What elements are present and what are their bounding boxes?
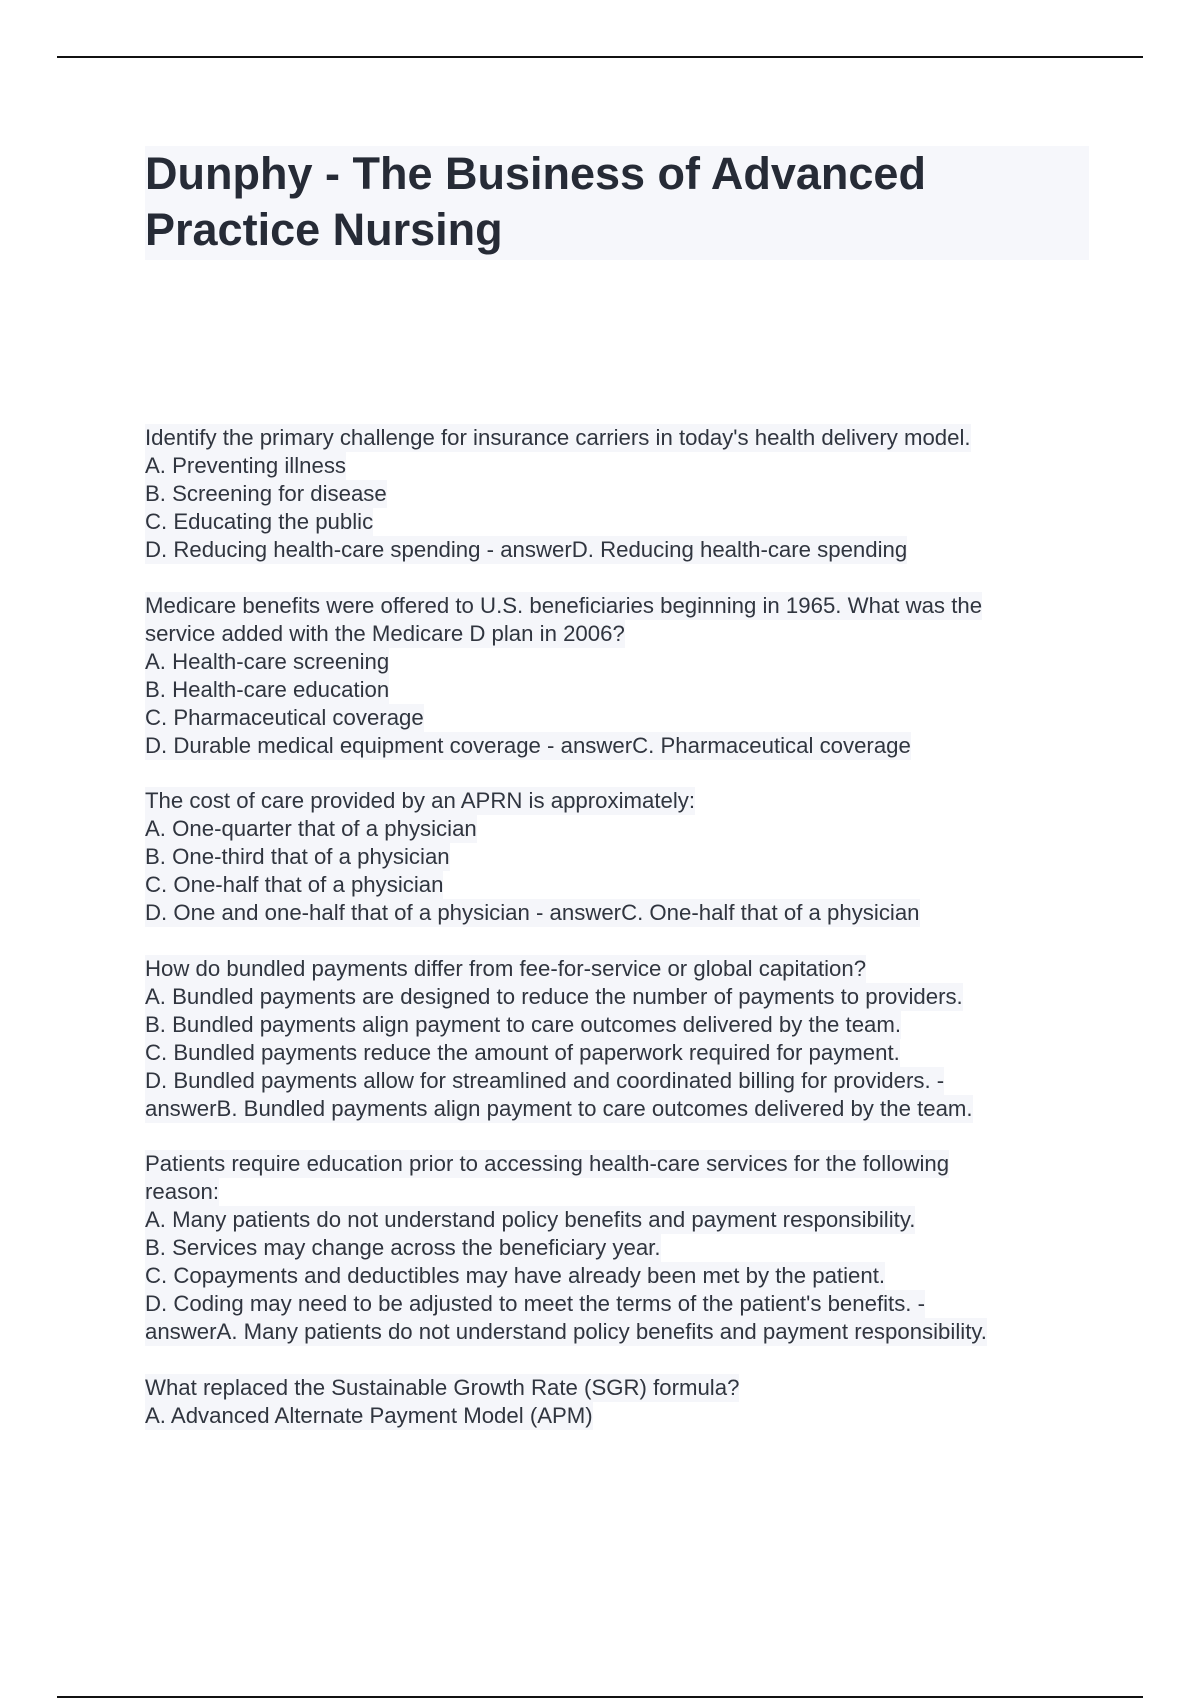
question-text: What replaced the Sustainable Growth Rate (SGR) formula? bbox=[145, 1374, 740, 1400]
question-text: How do bundled payments differ from fee-for-service or global capitation? bbox=[145, 955, 867, 981]
option-d: D. Coding may need to be adjusted to meet the terms of the patient's benefits. - bbox=[145, 1291, 926, 1316]
option-b: B. Health-care education bbox=[145, 676, 390, 702]
answer-text: answerA. Many patients do not understand policy benefits and payment responsibility. bbox=[145, 1319, 987, 1344]
option-b: B. Bundled payments align payment to care outcomes delivered by the team. bbox=[145, 1011, 902, 1037]
option-a: A. One-quarter that of a physician bbox=[145, 816, 477, 841]
question-text: The cost of care provided by an APRN is approximately: bbox=[145, 788, 696, 813]
option-d-answer: D. One and one-half that of a physician - answerC. One-half that of a physician bbox=[145, 900, 920, 925]
option-c: C. Pharmaceutical coverage bbox=[145, 704, 424, 730]
question-block-6 bbox=[145, 1374, 1085, 1430]
option-c: C. One-half that of a physician bbox=[145, 872, 444, 897]
bottom-rule bbox=[57, 1696, 1143, 1698]
question-block-3 bbox=[145, 787, 1085, 927]
question-block-4 bbox=[145, 955, 1085, 1123]
option-b: B. One-third that of a physician bbox=[145, 844, 450, 869]
question-block-1 bbox=[145, 424, 1085, 564]
question-text: Patients require education prior to accessing health-care services for the following bbox=[145, 1151, 950, 1176]
option-a: A. Advanced Alternate Payment Model (APM) bbox=[145, 1402, 593, 1428]
question-text: Identify the primary challenge for insurance carriers in today's health delivery model. bbox=[145, 425, 971, 450]
document-title-block bbox=[145, 146, 1089, 260]
question-list bbox=[145, 424, 1085, 1457]
question-block-5 bbox=[145, 1150, 1085, 1346]
document-title-line-2: Practice Nursing bbox=[145, 204, 503, 255]
top-rule bbox=[57, 56, 1143, 58]
option-a: A. Preventing illness bbox=[145, 453, 347, 478]
option-d-answer: D. Durable medical equipment coverage - answerC. Pharmaceutical coverage bbox=[145, 732, 911, 758]
option-b: B. Services may change across the beneficiary year. bbox=[145, 1235, 661, 1260]
option-a: A. Many patients do not understand policy benefits and payment responsibility. bbox=[145, 1207, 916, 1232]
option-d-answer: D. Reducing health-care spending - answerD. Reducing health-care spending bbox=[145, 537, 908, 562]
option-c: C. Educating the public bbox=[145, 509, 374, 534]
option-a: A. Health-care screening bbox=[145, 648, 390, 674]
question-text: Medicare benefits were offered to U.S. beneficiaries beginning in 1965. What was the bbox=[145, 592, 983, 618]
question-block-2 bbox=[145, 592, 1085, 760]
option-c: C. Copayments and deductibles may have already been met by the patient. bbox=[145, 1263, 886, 1288]
option-a: A. Bundled payments are designed to reduce the number of payments to providers. bbox=[145, 983, 963, 1009]
option-c: C. Bundled payments reduce the amount of paperwork required for payment. bbox=[145, 1039, 900, 1065]
question-text-continued: service added with the Medicare D plan in 2006? bbox=[145, 620, 625, 646]
document-title bbox=[145, 146, 1089, 258]
answer-text: answerB. Bundled payments align payment to care outcomes delivered by the team. bbox=[145, 1095, 973, 1121]
option-b: B. Screening for disease bbox=[145, 481, 387, 506]
option-d: D. Bundled payments allow for streamlined and coordinated billing for providers. - bbox=[145, 1067, 945, 1093]
document-title-line-1: Dunphy - The Business of Advanced bbox=[145, 148, 926, 199]
question-text-continued: reason: bbox=[145, 1179, 220, 1204]
